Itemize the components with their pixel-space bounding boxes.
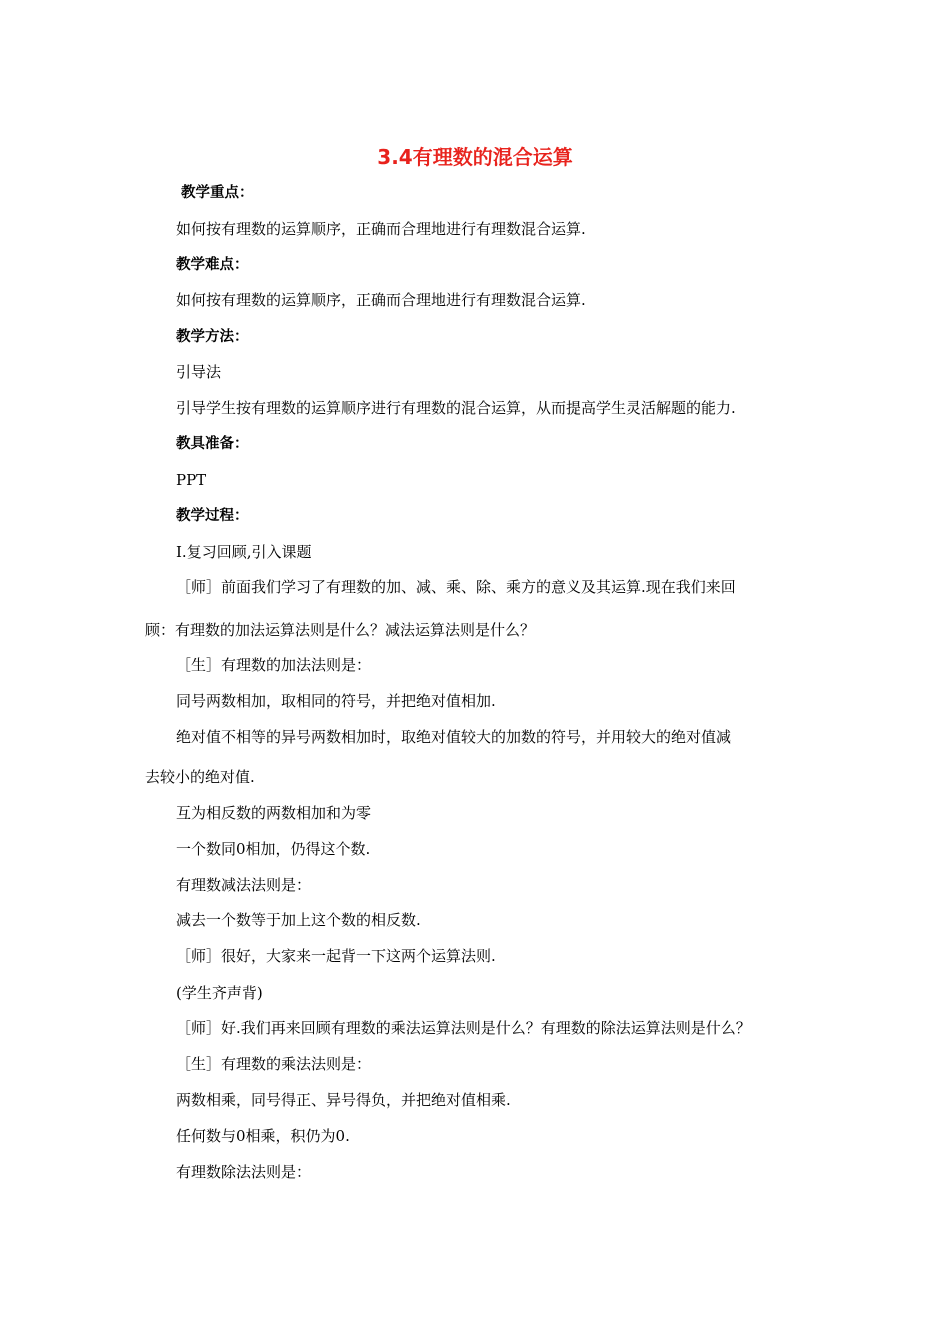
paragraph: 去较小的绝对值. [145,768,255,786]
paragraph: 互为相反数的两数相加和为零 [176,804,372,822]
paragraph: (学生齐声背) [176,984,263,1002]
paragraph: 两数相乘，同号得正、异号得负，并把绝对值相乘. [176,1091,511,1109]
key-points-heading: 教学重点： [181,185,254,201]
section-heading-review: Ⅰ.复习回顾,引入课题 [176,543,312,561]
paragraph: 绝对值不相等的异号两数相加时，取绝对值较大的加数的符号，并用较大的绝对值减 [176,728,732,746]
tools-heading: 教具准备： [176,436,249,452]
paragraph: 一个数同0相加，仍得这个数. [176,840,371,858]
paragraph: ［师］前面我们学习了有理数的加、减、乘、除、乘方的意义及其运算.现在我们来回 [176,578,736,596]
paragraph: 同号两数相加，取相同的符号，并把绝对值相加. [176,692,496,710]
document-title: 3.4有理数的混合运算 [377,145,573,169]
key-points-text: 如何按有理数的运算顺序，正确而合理地进行有理数混合运算. [176,220,586,238]
paragraph: ［生］有理数的加法法则是： [176,656,372,674]
paragraph: 顾：有理数的加法运算法则是什么？减法运算法则是什么？ [145,621,536,639]
process-heading: 教学过程： [176,508,249,524]
paragraph: 有理数除法法则是： [176,1163,312,1181]
tools-text: PPT [176,471,207,489]
paragraph: 减去一个数等于加上这个数的相反数. [176,911,421,929]
paragraph: ［师］很好，大家来一起背一下这两个运算法则. [176,947,496,965]
method-text: 引导学生按有理数的运算顺序进行有理数的混合运算，从而提高学生灵活解题的能力. [176,399,736,417]
method-name: 引导法 [176,363,222,381]
paragraph: 任何数与0相乘，积仍为0. [176,1127,350,1145]
paragraph: ［生］有理数的乘法法则是： [176,1055,372,1073]
difficulty-text: 如何按有理数的运算顺序，正确而合理地进行有理数混合运算. [176,291,586,309]
method-heading: 教学方法： [176,329,249,345]
paragraph: ［师］好.我们再来回顾有理数的乘法运算法则是什么？有理数的除法运算法则是什么？ [176,1019,751,1037]
difficulty-heading: 教学难点： [176,257,249,273]
paragraph: 有理数减法法则是： [176,876,312,894]
